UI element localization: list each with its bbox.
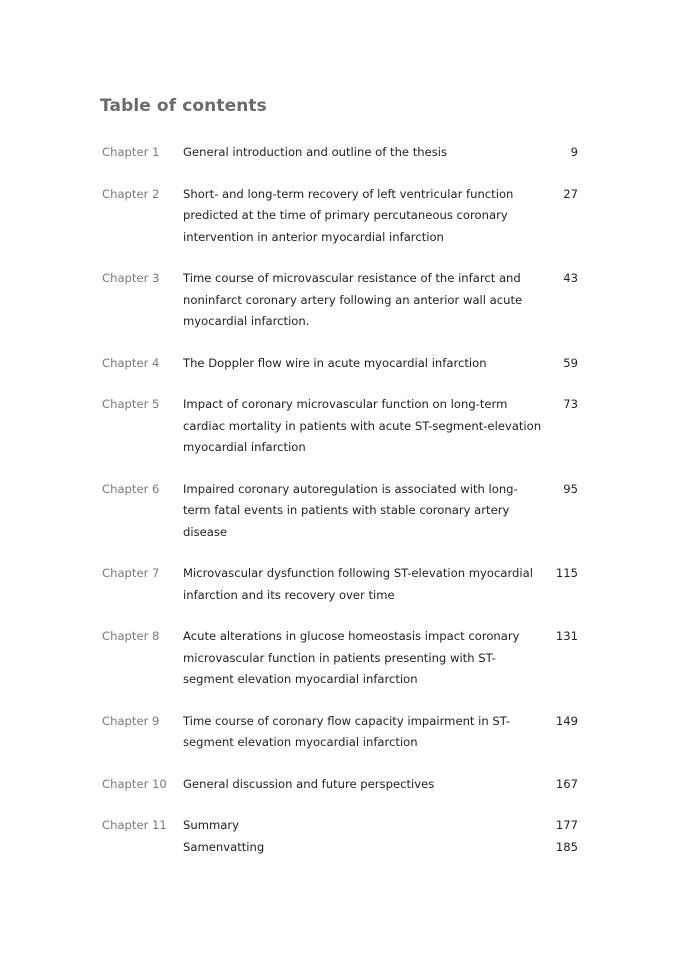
chapter-title: Impaired coronary autoregulation is associated with long-term fatal events in patients with stable coronary artery disease xyxy=(183,481,518,539)
toc-entry xyxy=(102,626,578,691)
toc-entry xyxy=(102,479,578,544)
toc-entry xyxy=(102,142,578,164)
chapter-title: Samenvatting xyxy=(183,839,265,854)
toc-entry xyxy=(102,394,578,459)
chapter-title: Time course of microvascular resistance of the infarct and noninfarct coronary artery following an anterior wall acute myocardial infarction. xyxy=(183,271,523,328)
chapter-title: Time course of coronary flow capacity impairment in ST-segment elevation myocardial infarction xyxy=(183,713,510,749)
page-number: 95 xyxy=(563,481,578,496)
chapter-label: Chapter 1 xyxy=(102,145,160,159)
chapter-label: Chapter 2 xyxy=(102,186,160,201)
toc-list xyxy=(102,142,578,878)
toc-entry xyxy=(102,711,578,754)
page-number: 185 xyxy=(555,839,578,854)
chapter-title: Summary xyxy=(183,818,240,832)
page-number: 9 xyxy=(570,145,578,159)
chapter-title: The Doppler flow wire in acute myocardial infarction xyxy=(183,355,487,370)
chapter-title: Short- and long-term recovery of left ventricular function predicted at the time of primary percutaneous coronary intervention in anterior myocardial infarction xyxy=(183,186,514,244)
chapter-title: Microvascular dysfunction following ST-elevation myocardial infarction and its recovery over time xyxy=(183,566,533,602)
chapter-label: Chapter 11 xyxy=(102,818,167,832)
page-number: 131 xyxy=(555,629,578,643)
toc-entry xyxy=(102,184,578,249)
page-number: 149 xyxy=(555,713,578,728)
toc-entry xyxy=(102,353,578,375)
page-number: 59 xyxy=(563,355,578,370)
toc-entry xyxy=(102,268,578,333)
page-title: Table of contents xyxy=(100,96,267,116)
chapter-title: Acute alterations in glucose homeostasis impact coronary microvascular function in patients presenting with ST-segment elevation myocardial infarction xyxy=(183,629,520,686)
chapter-title: General introduction and outline of the thesis xyxy=(183,145,448,159)
page-number: 167 xyxy=(555,776,578,791)
page-number: 27 xyxy=(563,186,578,201)
page-number: 177 xyxy=(555,818,578,832)
toc-entry xyxy=(102,563,578,606)
page-number: 73 xyxy=(563,397,578,411)
chapter-label: Chapter 3 xyxy=(102,271,160,285)
chapter-label: Chapter 8 xyxy=(102,629,160,643)
chapter-label: Chapter 6 xyxy=(102,481,160,496)
toc-entry xyxy=(102,774,578,796)
chapter-label: Chapter 5 xyxy=(102,397,160,411)
page-number: 115 xyxy=(555,566,578,580)
chapter-label: Chapter 10 xyxy=(102,776,167,791)
chapter-title: General discussion and future perspectives xyxy=(183,776,435,791)
chapter-label: Chapter 9 xyxy=(102,713,160,728)
chapter-label: Chapter 7 xyxy=(102,566,160,580)
toc-entry xyxy=(102,815,578,858)
chapter-label: Chapter 4 xyxy=(102,355,160,370)
page-number: 43 xyxy=(563,271,578,285)
chapter-title: Impact of coronary microvascular function on long-term cardiac mortality in patients with acute ST-segment-elevation myocardial infarction xyxy=(183,397,542,454)
